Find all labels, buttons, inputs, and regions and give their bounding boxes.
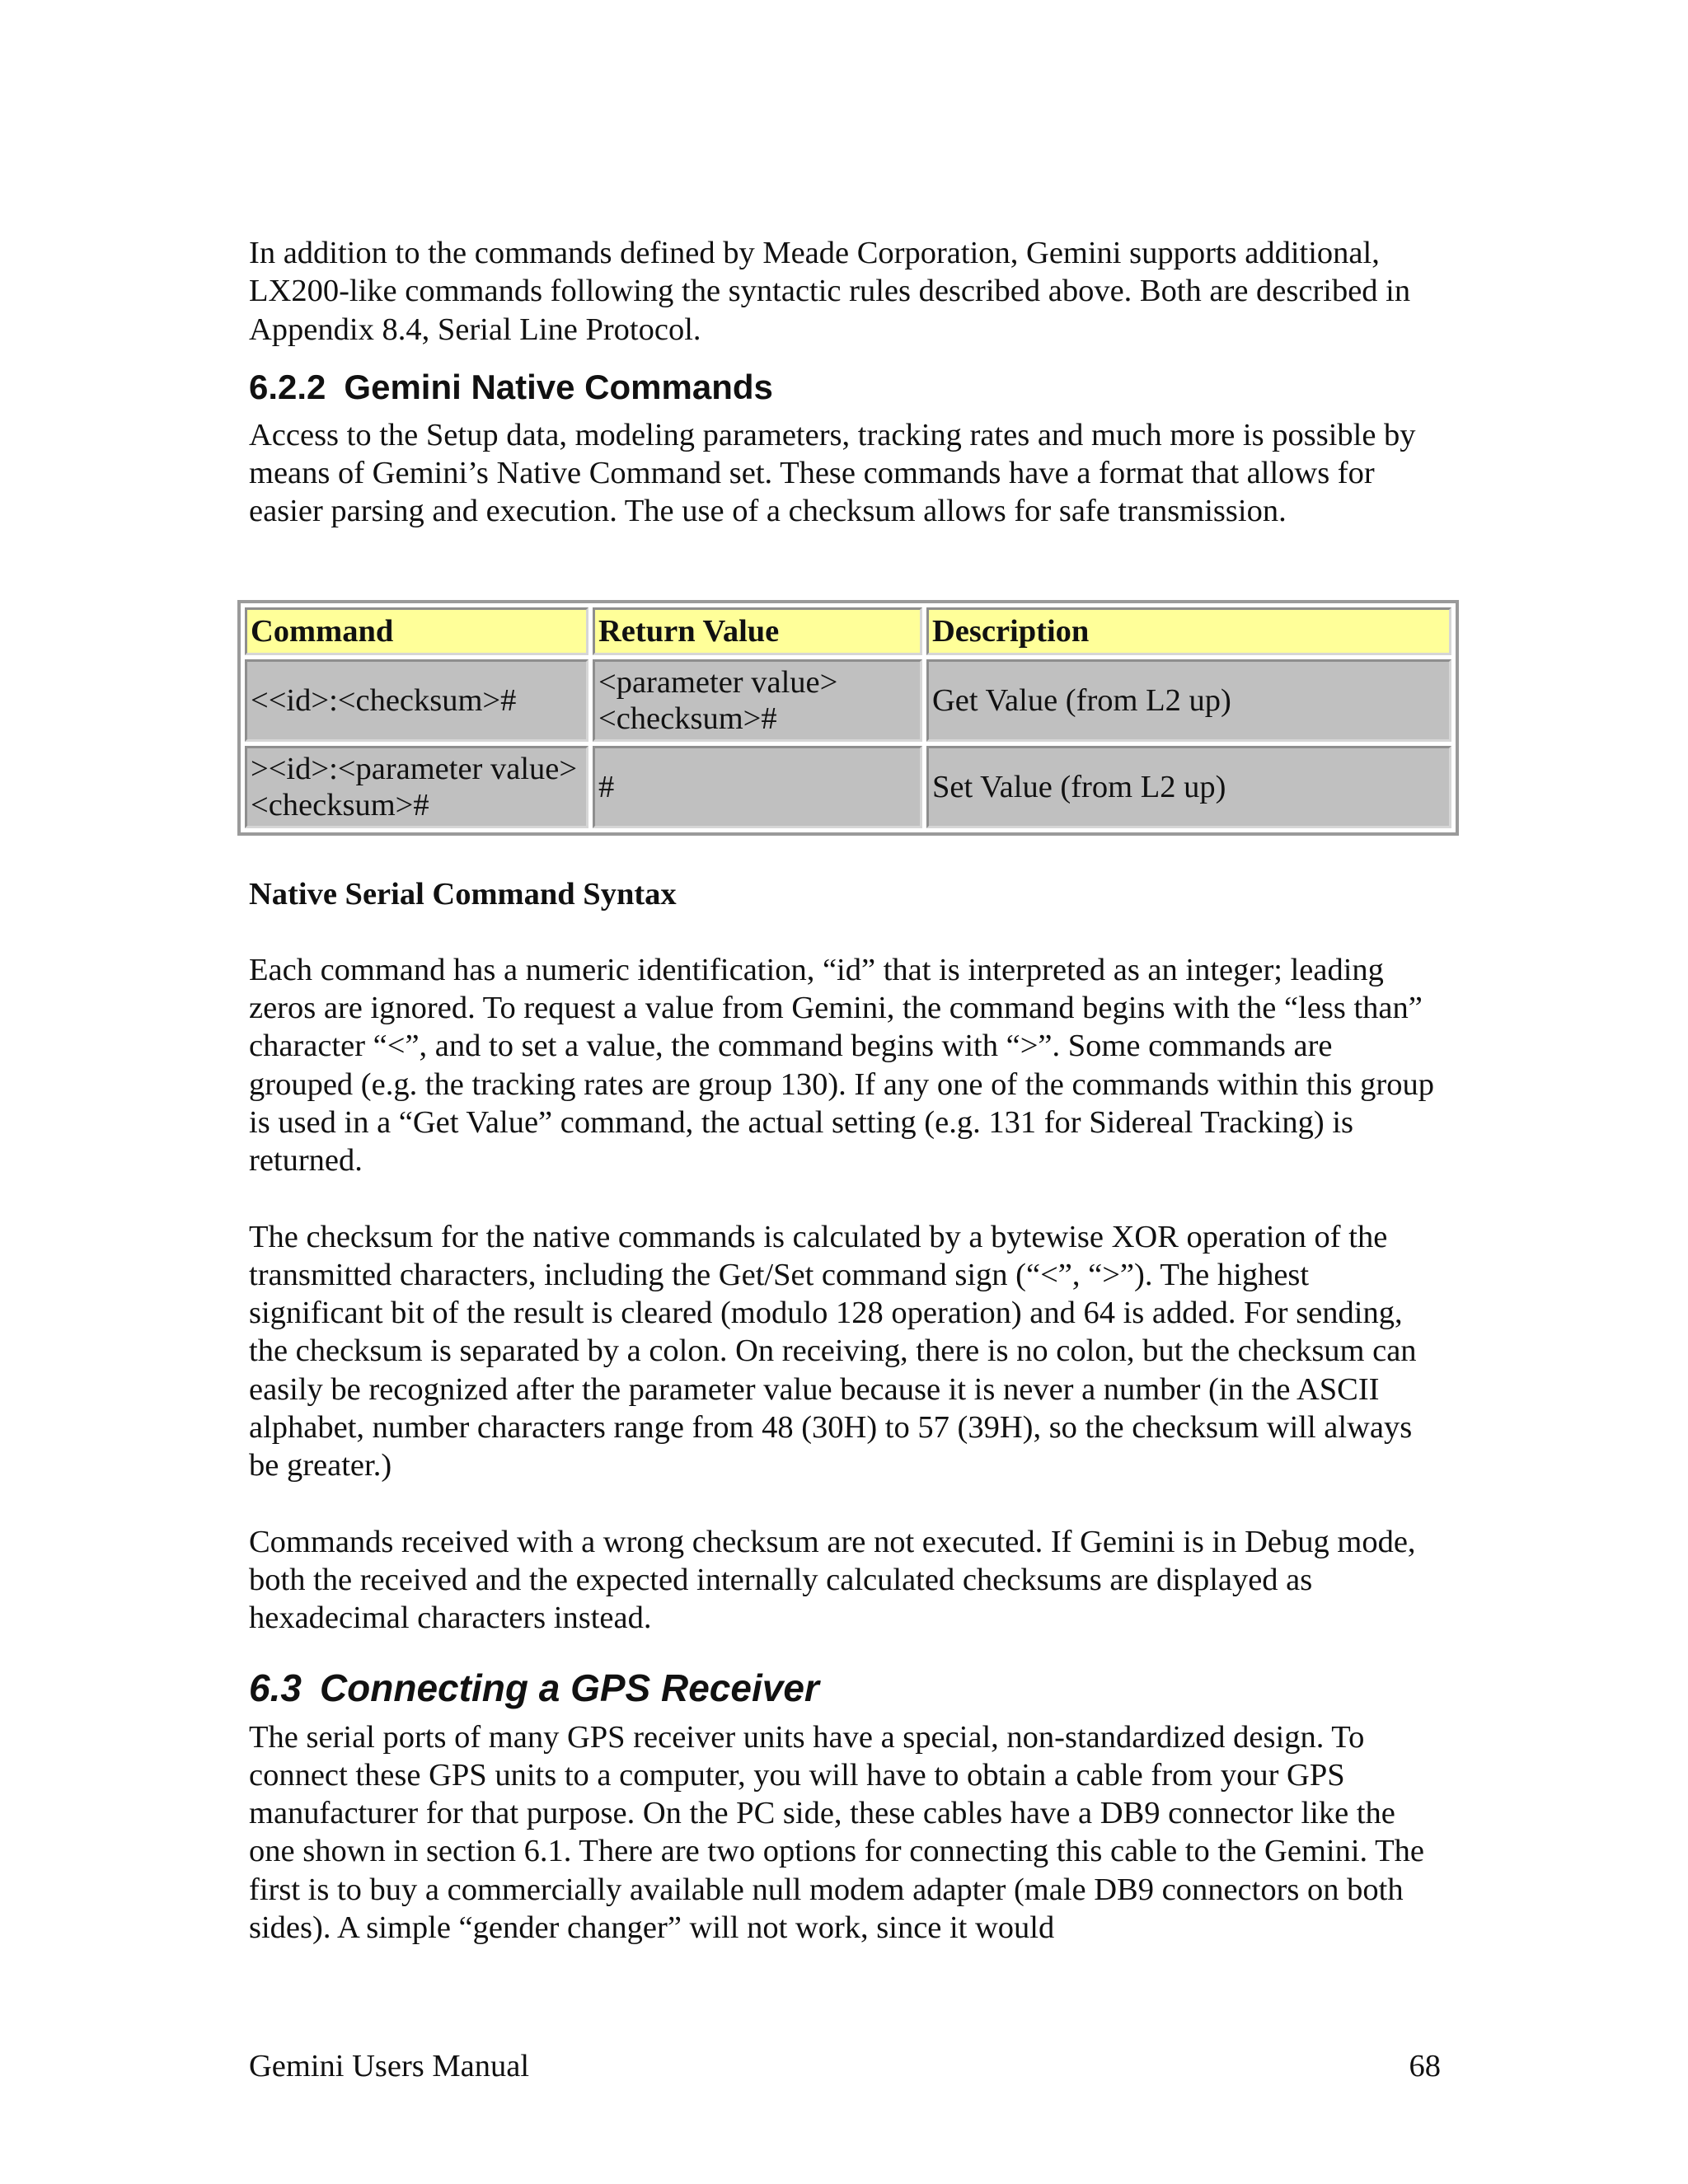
gps-paragraph: The serial ports of many GPS receiver units have a special, non-standardized design. To connect these GPS units to a computer, you will have to obtain a cable from your GPS manufacturer for that purpose. On the PC side, these cables have a DB9 connector like the one shown in section 6.1. There are two options for connecting this cable to the Gemini. The first is to buy a commercially available null modem adapter (male DB9 connectors on both sides). A simple “gender changer” will not work, since it would bbox=[249, 1719, 1424, 1946]
table-header-cell: Return Value bbox=[593, 607, 922, 655]
wrong-checksum-paragraph: Commands received with a wrong checksum are not executed. If Gemini is in Debug mode, both the received and the expected internally calculated checksums are displayed as hexadecimal characters instead. bbox=[249, 1524, 1416, 1636]
native-commands-paragraph: Access to the Setup data, modeling parameters, tracking rates and much more is possible by means of Gemini’s Native Command set. These commands have a format that allows for easier parsing and execution. The use of a checksum allows for safe transmission. bbox=[249, 417, 1416, 529]
table-header-row bbox=[245, 607, 1451, 655]
table-header-cell: Command bbox=[245, 607, 588, 655]
checksum-paragraph: The checksum for the native commands is calculated by a bytewise XOR operation of the transmitted characters, including the Get/Set command sign (“<”, “>”). The highest significant bit of the result is cleared (modulo 128 operation) and 64 is added. For sending, the checksum is separated by a colon. On receiving, there is no colon, but the checksum can easily be recognized after the parameter value because it is never a number (in the ASCII alphabet, number characters range from 48 (30H) to 57 (39H), so the checksum will always be greater.) bbox=[249, 1219, 1417, 1483]
command-table-wrapper bbox=[237, 600, 1452, 836]
section-number: 6.2.2 bbox=[249, 367, 326, 406]
table-cell: ><id>:<parameter value><checksum># bbox=[245, 746, 588, 828]
footer-title: Gemini Users Manual bbox=[249, 2049, 530, 2083]
section-title: Gemini Native Commands bbox=[344, 367, 773, 406]
table-row bbox=[245, 659, 1451, 742]
page-content bbox=[249, 234, 1441, 1947]
section-heading-native-commands bbox=[249, 367, 1441, 408]
table-cell: <<id>:<checksum># bbox=[245, 659, 588, 742]
page-footer bbox=[249, 2047, 1441, 2085]
table-cell: Get Value (from L2 up) bbox=[926, 659, 1451, 742]
command-table bbox=[237, 600, 1459, 836]
table-row bbox=[245, 746, 1451, 828]
table-cell: <parameter value><checksum># bbox=[593, 659, 922, 742]
table-cell: Set Value (from L2 up) bbox=[926, 746, 1451, 828]
intro-paragraph: In addition to the commands defined by Meade Corporation, Gemini supports additional, LX200-like commands following the syntactic rules described above. Both are described in Appendix 8.4, Serial Line Protocol. bbox=[249, 236, 1411, 347]
table-header-cell: Description bbox=[926, 607, 1451, 655]
section-title: Connecting a GPS Receiver bbox=[319, 1666, 819, 1709]
syntax-subheading: Native Serial Command Syntax bbox=[249, 876, 677, 912]
id-paragraph: Each command has a numeric identification, “id” that is interpreted as an integer; leading zeros are ignored. To request a value from Gemini, the command begins with the “less than” character “<”, and to set a value, the command begins with “>”. Some commands are grouped (e.g. the tracking rates are group 130). If any one of the commands within this group is used in a “Get Value” command, the actual setting (e.g. 131 for Sidereal Tracking) is returned. bbox=[249, 952, 1434, 1179]
section-heading-gps bbox=[249, 1666, 1441, 1710]
page-number: 68 bbox=[1409, 2049, 1441, 2083]
section-number: 6.3 bbox=[249, 1666, 302, 1709]
table-cell: # bbox=[593, 746, 922, 828]
